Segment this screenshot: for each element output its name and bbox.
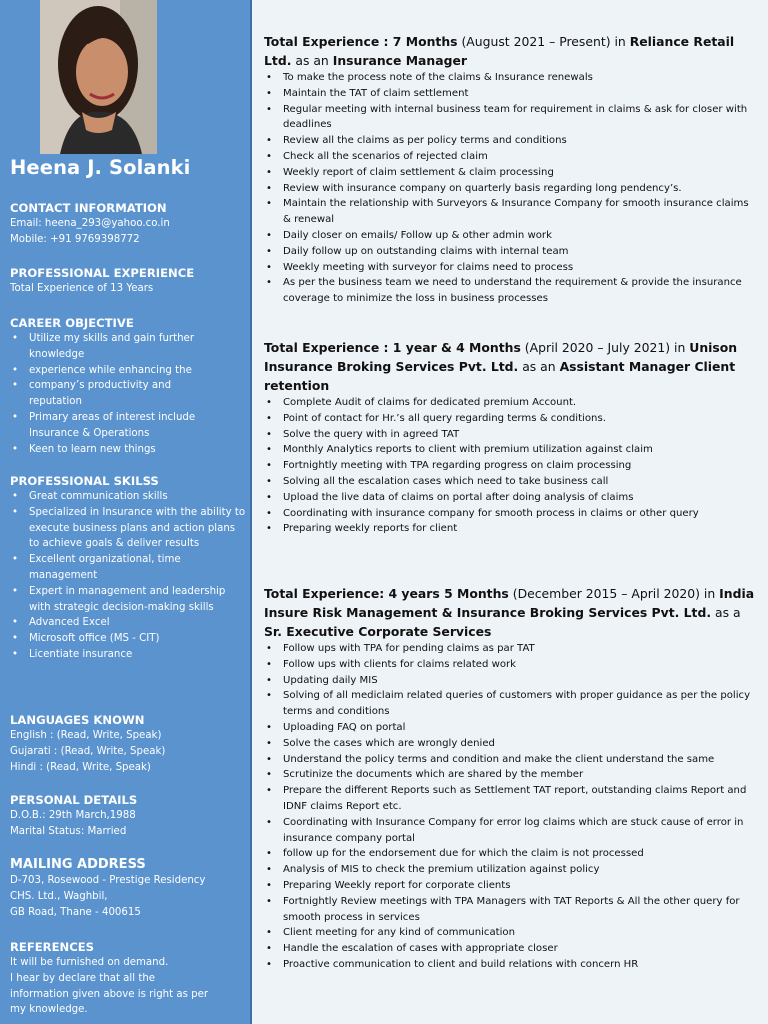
list-item: • Review all the claims as per policy terms and conditions bbox=[264, 133, 759, 149]
list-item: • Weekly meeting with surveyor for claims need to process bbox=[264, 260, 759, 276]
references-line: information given above is right as per bbox=[10, 988, 209, 1000]
list-item: • Solve the cases which are wrongly denied bbox=[264, 736, 759, 752]
profile-name: Heena J. Solanki bbox=[10, 156, 191, 179]
job-entry bbox=[264, 338, 759, 537]
skill-item: • Great communication skills bbox=[10, 489, 246, 505]
list-item: • Prepare the different Reports such as Settlement TAT report, outstanding claims Report and IDNF claims Report etc. bbox=[264, 783, 759, 815]
objective-item: • Keen to learn new things bbox=[10, 442, 225, 458]
list-item: • Proactive communication to client and build relations with concern HR bbox=[264, 957, 759, 973]
list-item: • Complete Audit of claims for dedicated premium Account. bbox=[264, 395, 759, 411]
objective-item: • Utilize my skills and gain further knowledge bbox=[10, 331, 225, 363]
references-section bbox=[10, 939, 250, 1018]
list-item: • Check all the scenarios of rejected claim bbox=[264, 149, 759, 165]
job-role: Insurance Manager bbox=[332, 53, 467, 68]
job-entry bbox=[264, 32, 759, 307]
skills-section bbox=[10, 473, 250, 663]
objective-item: • experience while enhancing the bbox=[10, 363, 225, 379]
list-item: • Scrutinize the documents which are shared by the member bbox=[264, 767, 759, 783]
profile-photo bbox=[40, 0, 157, 154]
objective-item: • Primary areas of interest include Insurance & Operations bbox=[10, 410, 225, 442]
job-company: India Insure Risk Management & Insurance Broking Services Pvt. Ltd. bbox=[264, 586, 755, 620]
personal-section bbox=[10, 792, 250, 840]
list-item: • Fortnightly meeting with TPA regarding progress on claim processing bbox=[264, 458, 759, 474]
job-experience: Total Experience : 7 Months bbox=[264, 34, 458, 49]
list-item: • Regular meeting with internal business team for requirement in claims & ask for closer with deadlines bbox=[264, 102, 759, 134]
job-entry bbox=[264, 584, 759, 973]
skill-item: • Advanced Excel bbox=[10, 615, 246, 631]
sidebar bbox=[0, 0, 252, 1024]
references-line: my knowledge. bbox=[10, 1004, 88, 1016]
list-item: • Client meeting for any kind of communication bbox=[264, 925, 759, 941]
list-item: • Review with insurance company on quarterly basis regarding long pendency’s. bbox=[264, 181, 759, 197]
job-role: Sr. Executive Corporate Services bbox=[264, 624, 492, 639]
references-heading: REFERENCES bbox=[10, 940, 95, 954]
personal-line: D.O.B.: 29th March,1988 bbox=[10, 810, 136, 821]
list-item: • Point of contact for Hr.’s all query regarding terms & conditions. bbox=[264, 411, 759, 427]
contact-mobile: Mobile: +91 9769398772 bbox=[10, 233, 140, 245]
job-company: Unison Insurance Broking Services Pvt. Ltd. bbox=[264, 340, 738, 374]
list-item: • To make the process note of the claims & Insurance renewals bbox=[264, 70, 759, 86]
list-item: • Follow ups with TPA for pending claims as par TAT bbox=[264, 641, 759, 657]
list-item: • Follow ups with clients for claims related work bbox=[264, 657, 759, 673]
job-role: Assistant Manager Client retention bbox=[264, 359, 736, 393]
skill-item: • Licentiate insurance bbox=[10, 647, 246, 663]
experience-heading: PROFESSIONAL EXPERIENCE bbox=[10, 266, 195, 280]
skill-item: • Excellent organizational, time management bbox=[10, 552, 207, 584]
job-heading bbox=[264, 32, 759, 70]
list-item: • Maintain the TAT of claim settlement bbox=[264, 86, 759, 102]
job-company: Reliance Retail Ltd. bbox=[264, 34, 735, 68]
job-duties bbox=[264, 641, 759, 973]
job-experience: Total Experience : 1 year & 4 Months bbox=[264, 340, 521, 355]
list-item: • Solving of all mediclaim related queries of customers with proper guidance as per the policy terms and conditions bbox=[264, 688, 759, 720]
list-item: • Upload the live data of claims on portal after doing analysis of claims bbox=[264, 490, 759, 506]
list-item: • Daily follow up on outstanding claims with internal team bbox=[264, 244, 759, 260]
languages-heading: LANGUAGES KNOWN bbox=[10, 713, 145, 727]
contact-heading: CONTACT INFORMATION bbox=[10, 201, 167, 215]
list-item: • Uploading FAQ on portal bbox=[264, 720, 759, 736]
personal-line: Marital Status: Married bbox=[10, 825, 127, 837]
experience-text: Total Experience of 13 Years bbox=[10, 283, 154, 294]
job-as: as an bbox=[518, 359, 560, 374]
language-line: Hindi : (Read, Write, Speak) bbox=[10, 761, 151, 773]
skills-heading: PROFESSIONAL SKILSS bbox=[10, 474, 159, 488]
personal-heading: PERSONAL DETAILS bbox=[10, 793, 138, 807]
job-period: (April 2020 – July 2021) in bbox=[520, 340, 690, 355]
list-item: • Analysis of MIS to check the premium utilization against policy bbox=[264, 862, 759, 878]
mailing-line: CHS. Ltd., Waghbil, bbox=[10, 890, 108, 902]
list-item: • Solve the query with in agreed TAT bbox=[264, 427, 759, 443]
job-period: (December 2015 – April 2020) in bbox=[508, 586, 720, 601]
list-item: • Handle the escalation of cases with appropriate closer bbox=[264, 941, 759, 957]
language-line: Gujarati : (Read, Write, Speak) bbox=[10, 745, 166, 757]
list-item: • Monthly Analytics reports to client with premium utilization against claim bbox=[264, 442, 759, 458]
mailing-section bbox=[10, 857, 250, 920]
main-content bbox=[252, 0, 768, 1024]
job-experience: Total Experience: 4 years 5 Months bbox=[264, 586, 509, 601]
job-duties bbox=[264, 70, 759, 307]
references-line: It will be furnished on demand. bbox=[10, 957, 169, 968]
job-as: as an bbox=[291, 53, 333, 68]
list-item: • Coordinating with Insurance Company for error log claims which are stuck cause of error in insurance company portal bbox=[264, 815, 759, 847]
references-line: I hear by declare that all the bbox=[10, 972, 156, 984]
skill-item: • Specialized in Insurance with the ability to execute business plans and action plans to achieve goals & deliver results bbox=[10, 505, 246, 552]
list-item: • follow up for the endorsement due for which the claim is not processed bbox=[264, 846, 759, 862]
list-item: • Weekly report of claim settlement & claim processing bbox=[264, 165, 759, 181]
objective-heading: CAREER OBJECTIVE bbox=[10, 316, 134, 330]
list-item: • Solving all the escalation cases which need to take business call bbox=[264, 474, 759, 490]
list-item: • Coordinating with insurance company for smooth process in claims or other query bbox=[264, 506, 759, 522]
languages-section bbox=[10, 712, 250, 775]
mailing-heading: MAILING ADDRESS bbox=[10, 857, 146, 872]
mailing-line: GB Road, Thane - 400615 bbox=[10, 906, 141, 918]
job-heading bbox=[264, 338, 759, 395]
language-line: English : (Read, Write, Speak) bbox=[10, 730, 162, 741]
contact-email: Email: heena_293@yahoo.co.in bbox=[10, 218, 170, 229]
list-item: • Preparing Weekly report for corporate clients bbox=[264, 878, 759, 894]
skill-item: • Microsoft office (MS - CIT) bbox=[10, 631, 246, 647]
job-heading bbox=[264, 584, 759, 641]
list-item: • Understand the policy terms and condition and make the client understand the same bbox=[264, 752, 759, 768]
list-item: • Daily closer on emails/ Follow up & other admin work bbox=[264, 228, 759, 244]
list-item: • Preparing weekly reports for client bbox=[264, 521, 759, 537]
mailing-line: D-703, Rosewood - Prestige Residency bbox=[10, 875, 206, 886]
list-item: • Maintain the relationship with Surveyors & Insurance Company for smooth insurance claims & renewal bbox=[264, 196, 759, 228]
job-period: (August 2021 – Present) in bbox=[457, 34, 630, 49]
job-duties bbox=[264, 395, 759, 537]
objective-section bbox=[10, 315, 250, 457]
objective-item: • company’s productivity and reputation bbox=[10, 378, 204, 410]
list-item: • Updating daily MIS bbox=[264, 673, 759, 689]
job-as: as a bbox=[711, 605, 741, 620]
avatar-icon bbox=[40, 0, 157, 154]
list-item: • As per the business team we need to understand the requirement & provide the insurance coverage to minimize the loss in business processes bbox=[264, 275, 759, 307]
experience-section bbox=[10, 265, 250, 297]
list-item: • Fortnightly Review meetings with TPA Managers with TAT Reports & All the other query for smooth process in services bbox=[264, 894, 759, 926]
skill-item: • Expert in management and leadership with strategic decision-making skills bbox=[10, 584, 231, 616]
contact-section bbox=[10, 200, 250, 248]
